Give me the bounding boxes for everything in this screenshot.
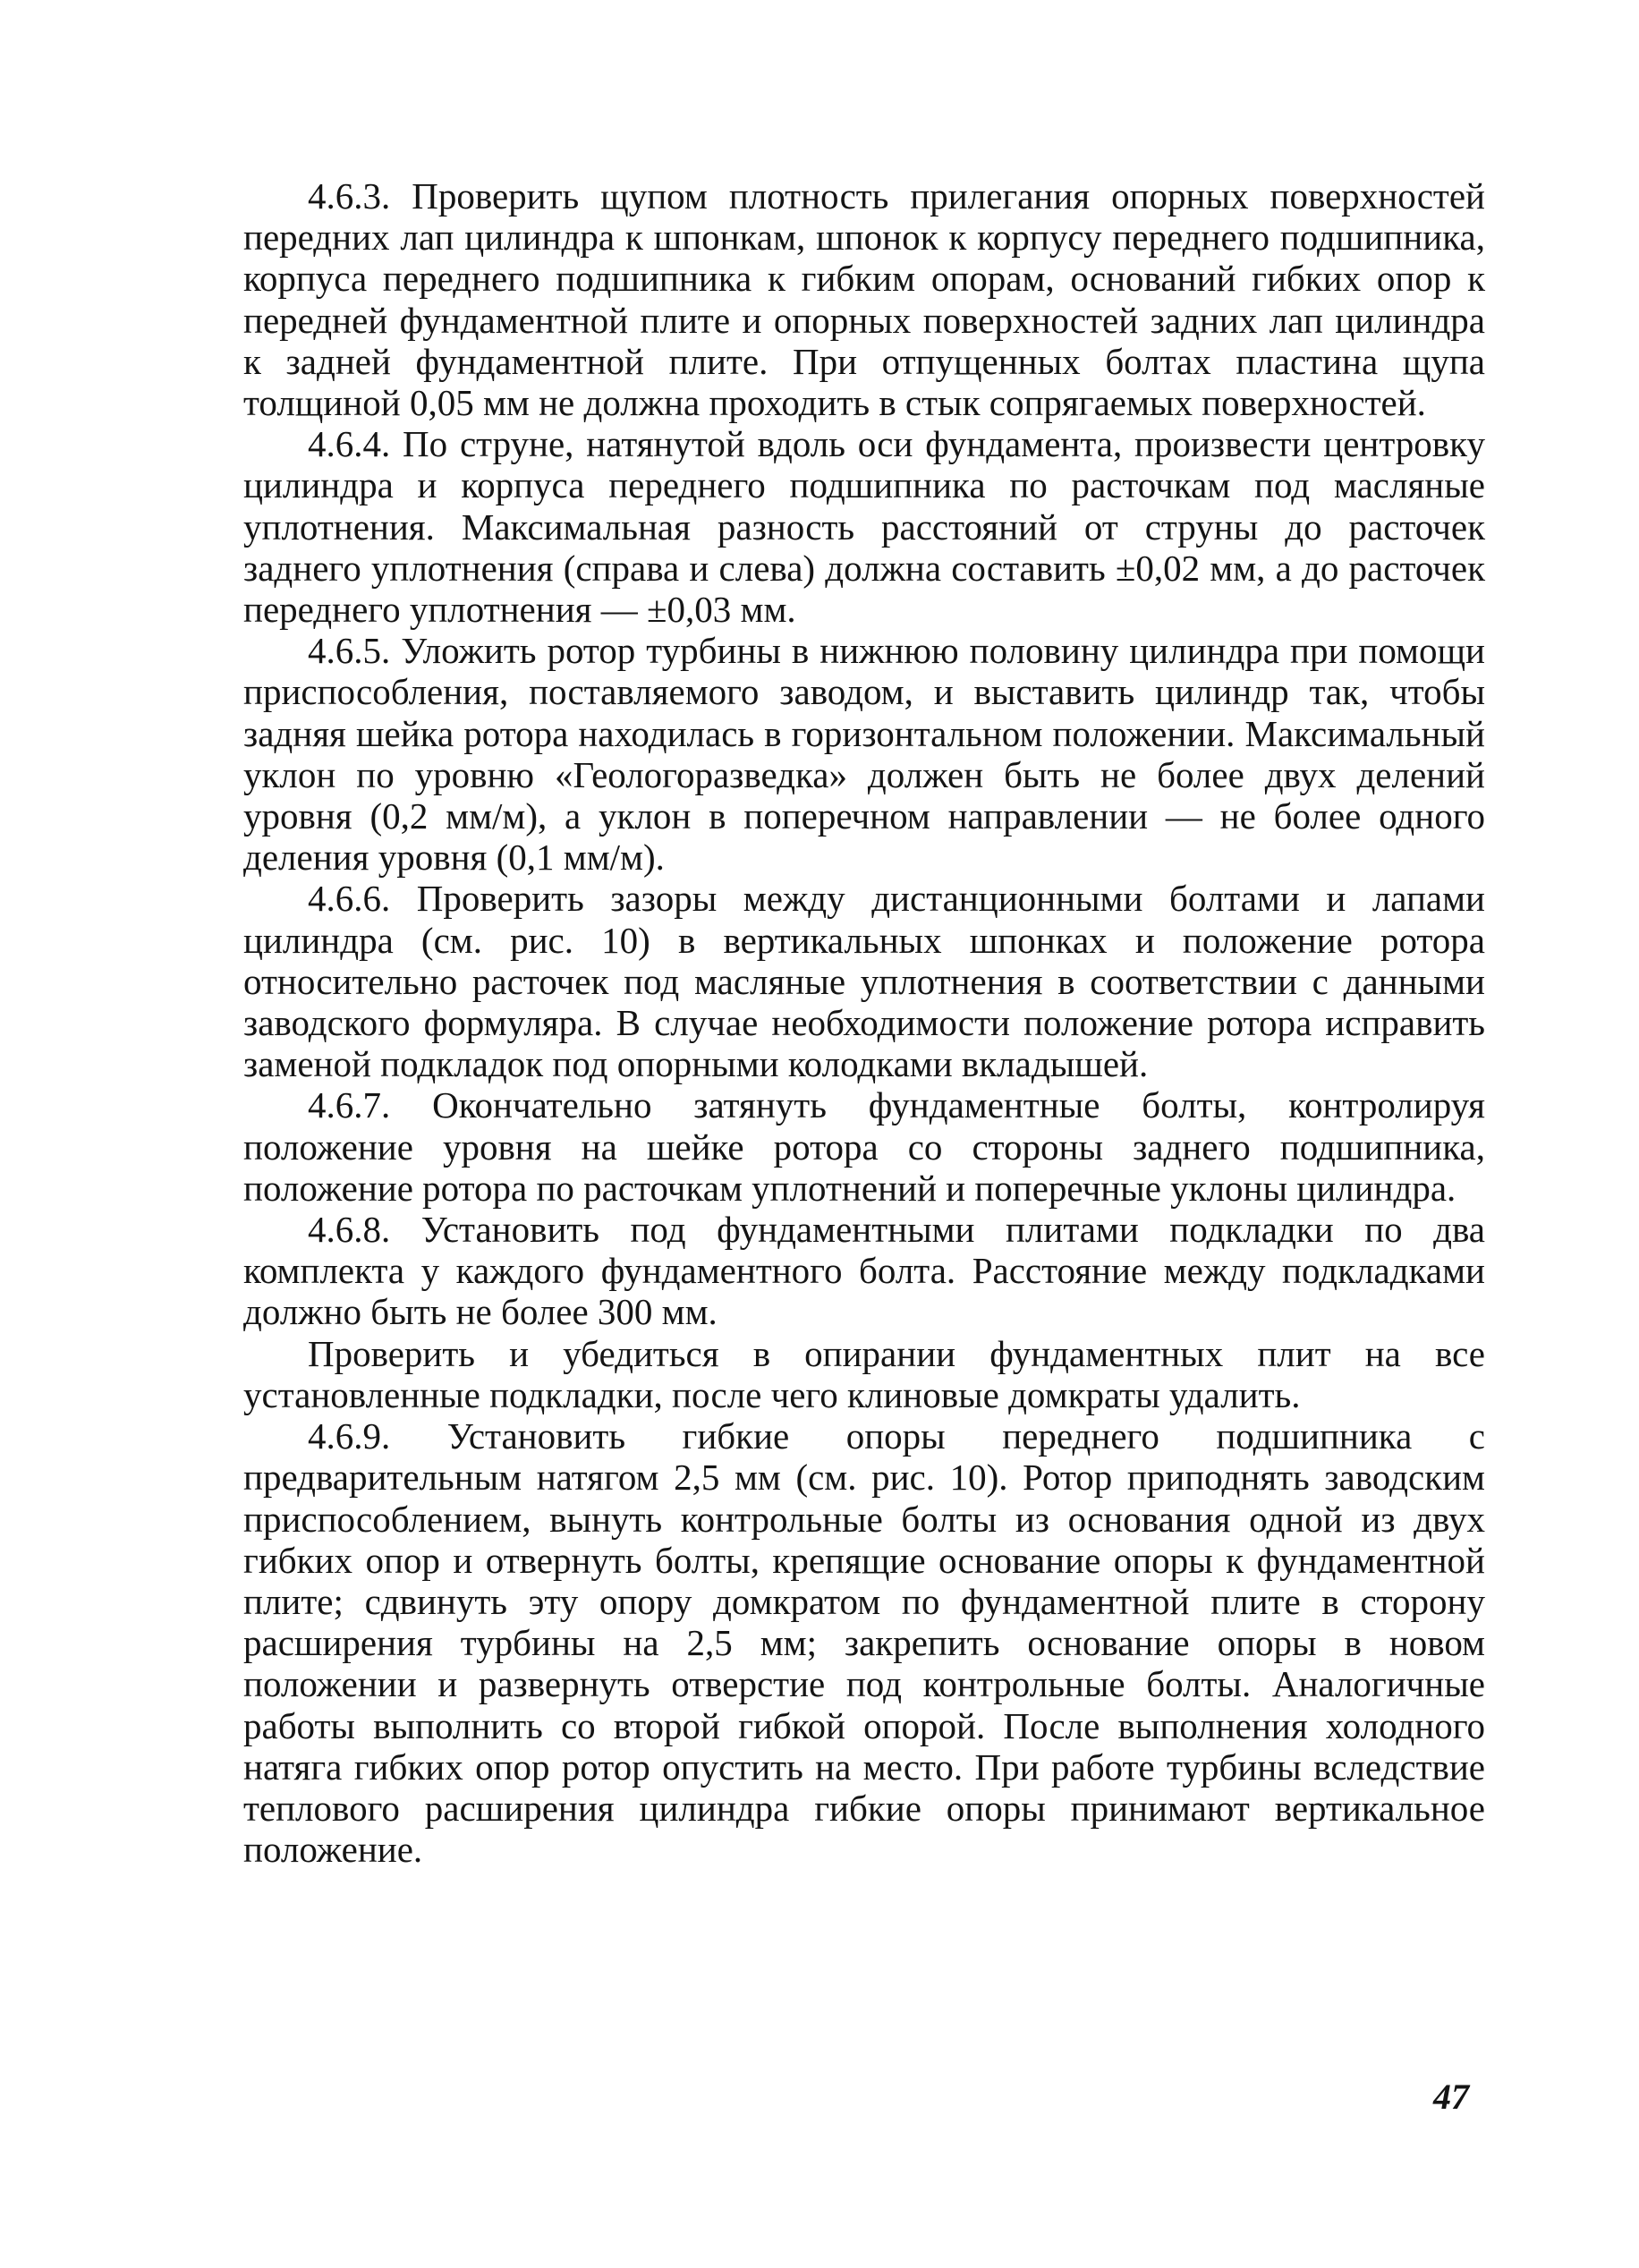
- paragraph-4-6-5: 4.6.5. Уложить ротор турбины в нижнюю половину цилиндра при помощи приспособления, поставляемого заводом, и выставить цилиндр так, чтобы задняя шейка ротора находилась в горизонтальном положении. Максимальный уклон по уровню «Геологоразведка» должен быть не более двух делений уровня (0,2 мм/м), а уклон в поперечном направлении — не более одного деления уровня (0,1 мм/м).: [243, 630, 1485, 879]
- paragraph-4-6-3: 4.6.3. Проверить щупом плотность прилегания опорных поверхностей передних лап цилиндра к шпонкам, шпонок к корпусу переднего подшипника, корпуса переднего подшипника к гибким опорам, оснований гибких опор к передней фундаментной плите и опорных поверхностей задних лап цилиндра к задней фундаментной плите. При отпущенных болтах пластина щупа толщиной 0,05 мм не должна проходить в стык сопрягаемых поверхностей.: [243, 175, 1485, 424]
- paragraph-4-6-4: 4.6.4. По струне, натянутой вдоль оси фундамента, произвести центровку цилиндра и корпуса переднего подшипника по расточкам под масляные уплотнения. Максимальная разность расстояний от струны до расточек заднего уплотнения (справа и слева) должна составить ±0,02 мм, а до расточек переднего уплотнения — ±0,03 мм.: [243, 423, 1485, 631]
- body-text: [243, 175, 1485, 1870]
- paragraph-4-6-7: 4.6.7. Окончательно затянуть фундаментные болты, контролируя положение уровня на шейке ротора со стороны заднего подшипника, положение ротора по расточкам уплотнений и поперечные уклоны цилиндра.: [243, 1084, 1485, 1209]
- page-number: 47: [1433, 2077, 1469, 2117]
- paragraph-4-6-6: 4.6.6. Проверить зазоры между дистанционными болтами и лапами цилиндра (см. рис. 10) в вертикальных шпонках и положение ротора относительно расточек под масляные уплотнения в соответствии с данными заводского формуляра. В случае необходимости положение ротора исправить заменой подкладок под опорными колодками вкладышей.: [243, 878, 1485, 1085]
- paragraph-4-6-8-continued: Проверить и убедиться в опирании фундаментных плит на все установленные подкладки, после чего клиновые домкраты удалить.: [243, 1332, 1485, 1415]
- paragraph-4-6-9: 4.6.9. Установить гибкие опоры переднего подшипника с предварительным натягом 2,5 мм (см. рис. 10). Ротор приподнять заводским приспособлением, вынуть контрольные болты из основания одной из двух гибких опор и отвернуть болты, крепящие основание опоры к фундаментной плите; сдвинуть эту опору домкратом по фундаментной плите в сторону расширения турбины на 2,5 мм; закрепить основание опоры в новом положении и развернуть отверстие под контрольные болты. Аналогичные работы выполнить со второй гибкой опорой. После выполнения холодного натяга гибких опор ротор опустить на место. При работе турбины вследствие теплового расширения цилиндра гибкие опоры принимают вертикальное положение.: [243, 1415, 1485, 1871]
- paragraph-4-6-8: 4.6.8. Установить под фундаментными плитами подкладки по два комплекта у каждого фундаментного болта. Расстояние между подкладками должно быть не более 300 мм.: [243, 1209, 1485, 1333]
